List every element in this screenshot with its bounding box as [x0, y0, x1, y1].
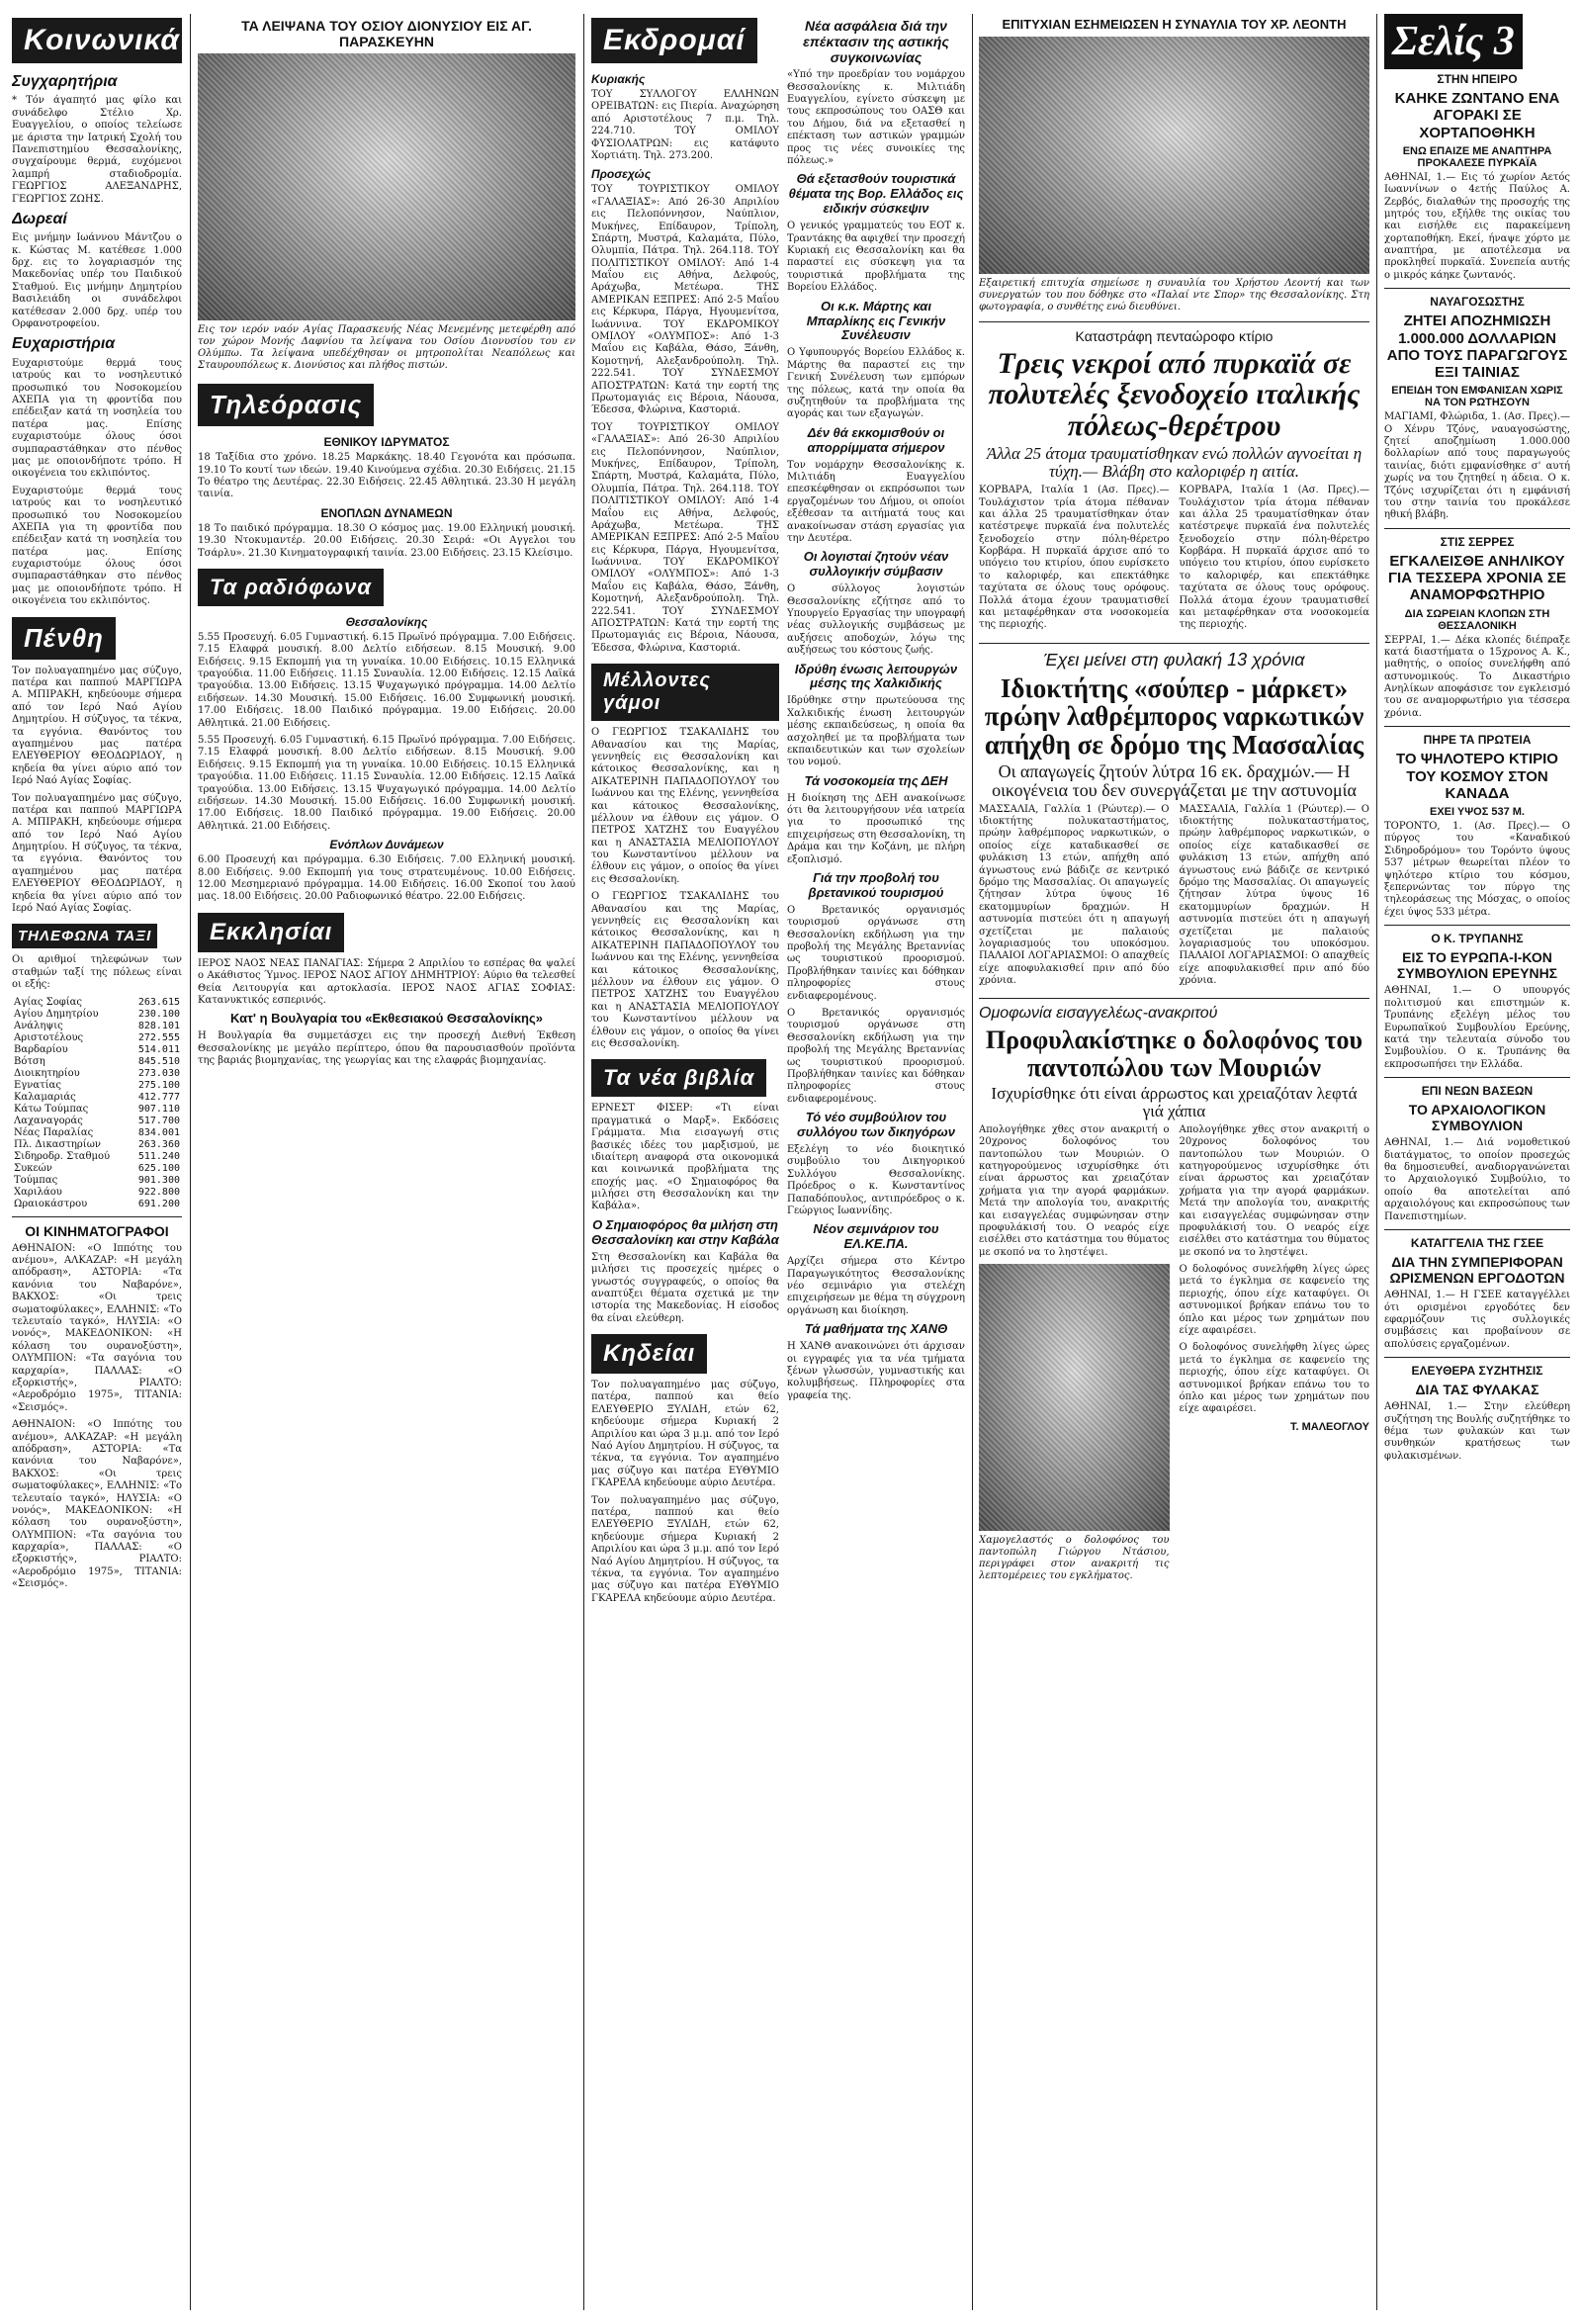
taxi-phone-number: 922.800	[137, 1186, 180, 1198]
story-subheadline: Άλλα 25 άτομα τραυματίσθηκαν ενώ πολλών αγνοείται η τύχη.— Βλάβη στο καλοριφέρ η αιτία.	[986, 444, 1362, 482]
column-social	[12, 14, 182, 2310]
section-kicker-funerals: Κηδείαι	[591, 1334, 707, 1374]
taxi-row	[12, 1187, 182, 1199]
article-headline: Ο Σημαιοφόρος θα μιλήση στη Θεσσαλονίκη και στην Καβάλα	[591, 1216, 779, 1247]
story-headline: Προφυλακίστηκε ο δολοφόνος του παντοπώλου των Μουριών	[985, 1026, 1363, 1082]
taxi-stand-name: Εγνατίας	[14, 1079, 61, 1091]
article-text: Ο δολοφόνος συνελήφθη λίγες ώρες μετά το έγκλημα σε καφενείο της περιοχής, όπου είχε καταφύγει. Οι αστυνομικοί βρήκαν επάνω του το όπλο και μέρος των χρημάτων που είχε αφαιρέσει.	[1179, 1264, 1369, 1337]
article-text: ΑΘΗΝΑΙΟΝ: «Ο Ιππότης του ανέμου», ΑΛΚΑΖΑΡ: «Η μεγάλη απόδραση», ΑΣΤΟΡΙΑ: «Τα κανόνια του Ναβαρόνε», ΒΑΚΧΟΣ: «Οι τρεις σωματοφύλακες», ΕΛΛΗΝΙΣ: «Το τελευταίο ταγκό», ΗΛΥΣΙΑ: «Ο νονός», ΜΑΚΕΔΟΝΙΚΟΝ: «Η κόλαση του ουρανοξύστη», ΟΛΥΜΠΙΟΝ: «Τα σαγόνια του καρχαρία», ΠΑΛΛΑΣ: «Ο εξορκιστής», ΡΙΑΛΤΟ: «Αεροδρόμιο 1975», ΤΙΤΑΝΙΑ: «Σεισμός».	[12, 1242, 182, 1413]
section-title: Δωρεαί	[12, 210, 67, 227]
column-rule	[583, 14, 584, 2310]
taxi-stand-name: Τούμπας	[14, 1174, 58, 1186]
photo-headline: ΤΑ ΛΕΙΨΑΝΑ ΤΟΥ ΟΣΙΟΥ ΔΙΟΝΥΣΙΟΥ ΕΙΣ ΑΓ. ΠΑΡΑΣΚΕΥΗΝ	[241, 18, 532, 50]
taxi-phone-number: 263.615	[137, 996, 180, 1008]
taxi-stand-name: Λαχαναγοράς	[14, 1115, 83, 1126]
article-text: ΚΟΡΒΑΡΑ, Ιταλία 1 (Ασ. Πρες).— Τουλάχιστον τρία άτομα πέθαναν και άλλα 25 τραυματίσθηκαν όταν κατέστρεψε πυρκαϊά ένα πολυτελές ξενοδοχείο στην πόλη-θέρετρο Κορβάρα. Η πυρκαϊά άρχισε από το υπόγειο του κτιρίου, όπου ευρίσκετο το καλοριφέρ, και επεκτάθηκε ταχύτατα σε όλους τους ορόφους. Πολλά άτομα έχουν τραυματισθεί και μεταφέρθηκαν στα νοσοκομεία της περιοχής.	[979, 485, 1170, 631]
article-headline: Οι κ.κ. Μάρτης και Μπαρλίκης εις Γενικήν Συνέλευσιν	[806, 298, 946, 343]
story-subheadline: Ισχυρίσθηκε ότι είναι άρρωστος και χρειαζόταν λεφτά γιά χάπια	[991, 1084, 1358, 1120]
section-kicker-church: Εκκλησίαι	[198, 913, 344, 952]
brief-headline: ΔΙΑ ΤΗΝ ΣΥΜΠΕΡΙΦΟΡΑΝ ΩΡΙΣΜΕΝΩΝ ΕΡΓΟΔΟΤΩΝ	[1389, 1253, 1565, 1287]
article-headline: Τά νοσοκομεία της ΔΕΗ	[804, 772, 948, 788]
article-text: ΑΘΗΝΑΙ, 1.— Στην ελεύθερη συζήτηση της Βουλής συζητήθηκε το θέμα των φυλακών και των συνθηκών κρατήσεως των φυλακισμένων.	[1384, 1401, 1570, 1462]
article-headline: Δέν θά εκκομισθούν οι απορρίμματα σήμερον	[807, 424, 945, 455]
taxi-stand-name: Αριστοτέλους	[14, 1031, 84, 1043]
taxi-row	[12, 1044, 182, 1056]
article-text: ΕΡΝΕΣΤ ΦΙΣΕΡ: «Τι είναι πραγματικά ο Μαρξ». Εκδόσεις Γράμματα. Μια εισαγωγή στις βασικές ιδέες του μαρξισμού, με ιδιαίτερη αναφορά στα οικονομικά και κοινωνικά προβλήματα της εποχής μας. «Ο Σημαιοφόρος θα μιλήσει στη Θεσσαλονίκη και την Καβάλα».	[591, 1103, 779, 1212]
article-text: Αρχίζει σήμερα στο Κέντρο Παραγωγικότητος Θεσσαλονίκης νέο σεμινάριο για στελέχη επιχειρήσεων με θέμα τη σύγχρονη οργάνωση και διοίκηση.	[787, 1256, 965, 1316]
taxi-phone-number: 273.030	[137, 1067, 180, 1079]
column-city-news	[787, 14, 965, 2310]
taxi-phone-number: 263.360	[137, 1138, 180, 1150]
taxi-stand-name: Καλαμαριάς	[14, 1091, 76, 1103]
taxi-phone-number: 834.001	[137, 1126, 180, 1138]
section-kicker-books: Τα νέα βιβλία	[591, 1059, 766, 1097]
brief-headline: ΤΟ ΑΡΧΑΙΟΛΟΓΙΚΟΝ ΣΥΜΒΟΥΛΙΟΝ	[1408, 1102, 1546, 1134]
taxi-stand-name: Ωραιοκάστρου	[14, 1198, 88, 1209]
article-text: Η Βουλγαρία θα συμμετάσχει εις την προσεχή Διεθνή Έκθεση Θεσσαλονίκης με μεγάλο περίπτερο, όπου θα παρουσιασθούν προϊόντα της βαριάς βιομηχανίας, της γεωργίας και της ελαφράς βιομηχανίας.	[198, 1030, 575, 1067]
article-text: ΑΘΗΝΑΙΟΝ: «Ο Ιππότης του ανέμου», ΑΛΚΑΖΑΡ: «Η μεγάλη απόδραση», ΑΣΤΟΡΙΑ: «Τα κανόνια του Ναβαρόνε», ΒΑΚΧΟΣ: «Οι τρεις σωματοφύλακες», ΕΛΛΗΝΙΣ: «Το τελευταίο ταγκό», ΗΛΥΣΙΑ: «Ο νονός», ΜΑΚΕΔΟΝΙΚΟΝ: «Η κόλαση του ουρανοξύστη», ΟΛΥΜΠΙΟΝ: «Τα σαγόνια του καρχαρία», ΠΑΛΛΑΣ: «Ο εξορκιστής», ΡΙΑΛΤΟ: «Αεροδρόμιο 1975», ΤΙΤΑΝΙΑ: «Σεισμός».	[12, 1419, 182, 1590]
column-briefs	[1384, 14, 1570, 2310]
article-text: ΣΕΡΡΑΙ, 1.— Δέκα κλοπές διέπραξε κατά διαστήματα ο 15χρονος Α. Κ., μαθητής, ο οποίος συνελήφθη από αστυνομικούς. Το Δικαστήριο Ανηλίκων αποφάσισε τον εγκλεισμό του σε αναμορφωτήριο για τέσσερα χρόνια.	[1384, 634, 1570, 719]
article-text: Ευχαριστούμε θερμά τους ιατρούς και το νοσηλευτικό προσωπικό του Νοσοκομείου ΑΧΕΠΑ για τη φροντίδα που επέδειξαν κατά τη νοσηλεία του πατέρα μας. Επίσης ευχαριστούμε όλους όσοι συμπαραστάθηκαν στο πένθος μας με οποιονδήποτε τρόπο. Η οικογένεια του εκλιπόντος.	[12, 357, 182, 480]
article-text: Τον πολυαγαπημένο μας σύζυγο, πατέρα και παππού ΜΑΡΓΙΩΡΑ Α. ΜΠΙΡΑΚΗ, κηδεύουμε σήμερα από τον Ιερό Ναό Αγίου Δημητρίου. Η σύζυγος, τα τέκνα, τα εγγόνια. Θανόντος του αγαπημένου μας πατέρα ΕΛΕΥΘΕΡΙΟΥ ΘΕΟΔΩΡΙΔΟΥ, η κηδεία θα γίνει αύριο από τον Ιερό Ναό Αγίας Σοφίας.	[12, 792, 182, 915]
article-text: Ο γενικός γραμματεύς του ΕΟΤ κ. Τραντάκης θα αφιχθεί την προσεχή Κυριακή εις Θεσσαλονίκη και θα παραστεί εις σύσκεψη για τα τουριστικά προβλήματα της Βορείου Ελλάδος.	[787, 221, 965, 294]
article-text: ΜΑΣΣΑΛΙΑ, Γαλλία 1 (Ρώυτερ).— Ο ιδιοκτήτης πολυκαταστήματος, πρώην λαθρέμπορος ναρκωτικών, ο οποίος είχε καταδικασθεί σε φυλάκιση 13 ετών, απήχθη από άγνωστους ενώ βάδιζε σε κεντρικό δρόμο της Μασσαλίας. Οι απαγωγείς ζήτησαν λύτρα ύψους 16 εκατομμυρίων δραχμών. Η αστυνομία πιστεύει ότι η απαγωγή σχετίζεται με παλαιούς λογαριασμούς του υποκόσμου. ΠΑΛΑΙΟΙ ΛΟΓΑΡΙΑΣΜΟΙ: Ο απαχθείς είχε αποφυλακισθεί πριν από δύο χρόνια.	[1179, 803, 1369, 987]
article-text: ΜΑΓΙΑΜΙ, Φλώριδα, 1. (Ασ. Πρες).— Ο Χένρυ Τζόνς, ναυαγοσώστης, ζητεί αποζημίωση 1.000.000 δολλαρίων από τους παραγωγούς ταινίας, διότι εμφανίσθηκε σ' αυτή χωρίς να του ζητηθεί η άδεια. Ο κ. Τζόνς ισχυρίζεται ότι η εμφάνισή του στην ταινία του προκάλεσε ηθική βλάβη.	[1384, 411, 1570, 521]
photo-caption: Εξαιρετική επιτυχία σημείωσε η συναυλία του Χρήστου Λεοντή και των συνεργατών του που δόθηκε στο «Παλαί ντε Σπορ» της Θεσσαλονίκης. Στη φωτογραφία, ο συνθέτης ενώ διευθύνει.	[979, 277, 1369, 313]
subsection-title: Κυριακής	[591, 72, 646, 86]
article-text: Ο ΓΕΩΡΓΙΟΣ ΤΣΑΚΑΛΙΔΗΣ του Αθανασίου και της Μαρίας, γεννηθείς εις Θεσσαλονίκη και κάτοικος Θεσσαλονίκης, και η ΑΙΚΑΤΕΡΙΝΗ ΠΑΠΑΔΟΠΟΥΛΟΥ του Ιωάννου και της Ελένης, γεννηθείσα και κάτοικος Θεσσαλονίκης, μέλλουν να έλθουν εις γάμον. Ο ΠΕΤΡΟΣ ΧΑΤΖΗΣ του Ευαγγέλου και η ΑΝΑΣΤΑΣΙΑ ΜΕΛΙΟΠΟΥΛΟΥ του Κωνσταντίνου μέλλουν να έλθουν εις γάμον, ο οποίος θα γίνει εις Θεσσαλονίκη.	[591, 727, 779, 885]
article-text: ΚΟΡΒΑΡΑ, Ιταλία 1 (Ασ. Πρες).— Τουλάχιστον τρία άτομα πέθαναν και άλλα 25 τραυματίσθηκαν όταν κατέστρεψε πυρκαϊά ένα πολυτελές ξενοδοχείο στην πόλη-θέρετρο Κορβάρα. Η πυρκαϊά άρχισε από το υπόγειο του κτιρίου, όπου ευρίσκετο το καλοριφέρ, και επεκτάθηκε ταχύτατα σε όλους τους ορόφους. Πολλά άτομα έχουν τραυματισθεί και μεταφέρθηκαν στα νοσοκομεία της περιοχής.	[1179, 485, 1369, 631]
taxi-row	[12, 1092, 182, 1104]
taxi-row	[12, 1009, 182, 1021]
section-kicker-tv: Τηλεόρασις	[198, 384, 374, 426]
concert-photo	[979, 37, 1369, 274]
taxi-row	[12, 1163, 182, 1175]
taxi-stand-name: Σιδηροδρ. Σταθμού	[14, 1150, 111, 1162]
brief-subheadline: ΕΠΕΙΔΗ ΤΟΝ ΕΜΦΑΝΙΣΑΝ ΧΩΡΙΣ ΝΑ ΤΟΝ ΡΩΤΗΣΟΥΝ	[1391, 385, 1563, 409]
taxi-stand-name: Συκεών	[14, 1162, 52, 1174]
byline: Τ. ΜΑΛΕΟΓΛΟΥ	[1289, 1420, 1369, 1433]
photo-caption: Χαμογελαστός ο δολοφόνος του παντοπώλη Γιώργου Ντάσιου, περιγράφει στον ανακριτή τις λεπτομέρειες του εγκλήματος.	[979, 1535, 1170, 1582]
section-kicker-mourning: Πένθη	[12, 617, 116, 660]
article-headline: Νέα ασφάλεια διά την επέκτασιν της αστικής συγκοινωνίας	[803, 18, 949, 66]
article-headline: Τό νέο συμβούλιον του συλλόγου των δικηγόρων	[797, 1110, 955, 1140]
section-kicker-weddings: Μέλλοντες γάμοι	[591, 664, 779, 721]
story-subheadline: Οι απαγωγείς ζητούν λύτρα 16 εκ. δραχμών.— Η οικογένεια του δεν συνεργάζεται με την αστυνομία	[992, 760, 1357, 800]
article-headline: Τά μαθήματα της ΧΑΝΘ	[804, 1321, 948, 1337]
brief-subheadline: ΕΧΕΙ ΥΨΟΣ 537 Μ.	[1429, 806, 1525, 819]
article-text: Στη Θεσσαλονίκη και Καβάλα θα μιλήσει τις προσεχείς ημέρες ο γνωστός συγγραφεύς, ο οποίος θα αναπτύξει θέματα σχετικά με την ιστορία της Μακεδονίας. Η είσοδος θα είναι ελεύθερη.	[591, 1251, 779, 1324]
article-text: 18 Το παιδικό πρόγραμμα. 18.30 Ο κόσμος μας. 19.00 Ελληνική μουσική. 19.30 Ντοκυμαντέρ. 20.00 Ειδήσεις. 20.30 Σειρά: «Οι Αγγελοι του Τσάρλυ». 21.30 Κινηματογραφική ταινία. 23.00 Ειδήσεις. 23.15 Κλείσιμο.	[198, 522, 575, 559]
article-text: ΑΘΗΝΑΙ, 1.— Εις τό χωρίον Αετός Ιωαννίνων ο 4ετής Παύλος Α. Ζερβός, διαλαθών της προσοχής της μητρός του, εξήλθε της οικίας του και εισήλθε εις παρακείμενη χορταποθήκη. Εκεί, ήναψε χόρτο με αναπτήρα, με αποτέλεσμα να προκληθεί πυρκαϊά. Συνεπεία αυτής ο μικρός κάηκε ζωντανός.	[1384, 171, 1570, 281]
story-headline: Ιδιοκτήτης «σούπερ - μάρκετ» πρώην λαθρέμπορος ναρκωτικών απήχθη σε δρόμο της Μασσαλίας	[984, 672, 1364, 760]
taxi-phone-number: 845.510	[137, 1055, 180, 1067]
brief-headline: ΚΑΗΚΕ ΖΩΝΤΑΝΟ ΕΝΑ ΑΓΟΡΑΚΙ ΣΕ ΧΟΡΤΑΠΟΘΗΚΗ	[1394, 90, 1560, 141]
taxi-phone-number: 625.100	[137, 1162, 180, 1174]
taxi-stand-name: Κάτω Τούμπας	[14, 1103, 89, 1115]
brief-kicker: ΣΤΗΝ ΗΠΕΙΡΟ	[1437, 72, 1518, 86]
story-kicker: Ομοφωνία εισαγγελέως-ανακριτού	[979, 1005, 1218, 1023]
section-title: Συγχαρητήρια	[12, 73, 118, 90]
taxi-phone-number: 412.777	[137, 1091, 180, 1103]
taxi-phone-number: 907.110	[137, 1103, 180, 1115]
article-headline: Θά εξετασθούν τουριστικά θέματα της Βορ. Ελλάδος εις ειδικήν σύσκεψιν	[788, 171, 964, 217]
article-text: Τον πολυαγαπημένο μας σύζυγο, πατέρα, παππού και θείο ΕΛΕΥΘΕΡΙΟ ΞΥΛΙΔΗ, ετών 62, κηδεύουμε σήμερα Κυριακή 2 Απριλίου και ώρα 3 μ.μ. από τον Ιερό Ναό Αγίου Δημητρίου. Η σύζυγος, τα τέκνα, τα εγγόνια. Τον αγαπημένο μας σύζυγο και πατέρα ΕΥΘΥΜΙΟ ΓΚΑΡΕΛΑ κηδεύουμε αύριο Δευτέρα.	[591, 1494, 779, 1604]
taxi-phone-number: 511.240	[137, 1150, 180, 1162]
taxi-phone-number: 517.700	[137, 1115, 180, 1126]
article-text: ΤΟΥ ΤΟΥΡΙΣΤΙΚΟΥ ΟΜΙΛΟΥ «ΓΑΛΑΞΙΑΣ»: Από 26-30 Απριλίου εις Πελοπόννησον, Ναύπλιον, Μυκήνες, Επίδαυρον, Τρίπολη, Σπάρτη, Μυστρά, Καλαμάτα, Πύλο, Ολυμπία, Πάτρα. Τηλ. 264.118. ΤΟΥ ΠΟΛΙΤΙΣΤΙΚΟΥ ΟΜΙΛΟΥ: Από 1-4 Μαΐου εις Αθήνα, Δελφούς, Αράχωβα, Μετέωρα. ΤΗΣ ΑΜΕΡΙΚΑΝ ΕΞΠΡΕΣ: Από 2-5 Μαΐου εις Κέρκυρα, Πάργα, Ηγουμενίτσα, Ιωάννινα. ΤΟΥ ΕΚΔΡΟΜΙΚΟΥ ΟΜΙΛΟΥ «ΟΛΥΜΠΟΣ»: Από 1-3 Μαΐου εις Καβάλα, Θάσο, Ξάνθη, Κομοτηνή, Αλεξανδρούπολη. Τηλ. 222.541. ΤΟΥ ΣΥΝΔΕΣΜΟΥ ΑΠΟΣΤΡΑΤΩΝ: Κατά την εορτή της Πρωτομαγιάς εις Βέροια, Νάουσα, Έδεσσα, Φλώρινα, Καστοριά.	[591, 421, 779, 654]
suspect-photo	[979, 1264, 1170, 1531]
article-text: ΤΟΡΟΝΤΟ, 1. (Ασ. Πρες).— Ο πύργος του «Καναδικού Σιδηροδρόμου» του Τορόντο ύψους 537 μέτρων θεωρείται πλέον το ψηλότερο κτίριο του κόσμου, ξεπερνώντας τον πύργο της τηλεοράσεως της Μόσχας, ο οποίος έχει ύψος 533 μέτρα.	[1384, 821, 1570, 918]
taxi-stand-name: Βότση	[14, 1055, 45, 1067]
article-text: Ο σύλλογος λογιστών Θεσσαλονίκης εζήτησε από το Υπουργείο Εργασίας την υπογραφή νέας συλλογικής συμβάσεως με αυξήσεις αποδοχών, λόγω της αυξήσεως του κόστους ζωής.	[787, 583, 965, 657]
story-kicker: Καταστράφη πενταώροφο κτίριο	[1075, 327, 1274, 344]
section-title: Ευχαριστήρια	[12, 335, 116, 353]
taxi-row	[12, 1021, 182, 1032]
section-kicker-taxi: ΤΗΛΕΦΩΝΑ ΤΑΞΙ	[12, 924, 157, 948]
taxi-stand-name: Αγίας Σοφίας	[14, 996, 83, 1008]
taxi-phone-table	[12, 997, 182, 1210]
article-text: Ο ΓΕΩΡΓΙΟΣ ΤΣΑΚΑΛΙΔΗΣ του Αθανασίου και της Μαρίας, γεννηθείς εις Θεσσαλονίκη και κάτοικος Θεσσαλονίκης, και η ΑΙΚΑΤΕΡΙΝΗ ΠΑΠΑΔΟΠΟΥΛΟΥ του Ιωάννου και της Ελένης, γεννηθείσα και κάτοικος Θεσσαλονίκης, μέλλουν να έλθουν εις γάμον. Ο ΠΕΤΡΟΣ ΧΑΤΖΗΣ του Ευαγγέλου και η ΑΝΑΣΤΑΣΙΑ ΜΕΛΙΟΠΟΥΛΟΥ του Κωνσταντίνου μέλλουν να έλθουν εις γάμον, ο οποίος θα γίνει εις Θεσσαλονίκη.	[591, 891, 779, 1049]
column-main-stories	[979, 14, 1369, 2310]
taxi-stand-name: Διοικητηρίου	[14, 1067, 80, 1079]
column-rule	[972, 14, 973, 2310]
column-rule	[190, 14, 191, 2310]
section-title-cinemas: ΟΙ ΚΙΝΗΜΑΤΟΓΡΑΦΟΙ	[25, 1222, 169, 1239]
brief-subheadline: ΕΝΩ ΕΠΑΙΖΕ ΜΕ ΑΝΑΠΤΗΡΑ ΠΡΟΚΑΛΕΣΕ ΠΥΡΚΑΪΑ	[1402, 144, 1552, 169]
brief-headline: ΔΙΑ ΤΑΣ ΦΥΛΑΚΑΣ	[1415, 1382, 1539, 1398]
subsection-title: ΕΘΝΙΚΟΥ ΙΔΡΥΜΑΤΟΣ	[323, 435, 450, 450]
section-kicker-excursions: Εκδρομαί	[591, 18, 757, 63]
subsection-title: ΕΝΟΠΛΩΝ ΔΥΝΑΜΕΩΝ	[320, 505, 453, 520]
article-text: Ο Βρετανικός οργανισμός τουρισμού οργάνωσε στη Θεσσαλονίκη εκδήλωση για την προβολή της Μεγάλης Βρεταννίας ως τουριστικού προορισμού. Προβλήθηκαν ταινίες και δόθηκαν πληροφορίες στους ενδιαφερομένους.	[787, 1008, 965, 1105]
article-text: Ιδρύθηκε στην πρωτεύουσα της Χαλκιδικής ένωση λειτουργών μέσης εκπαιδεύσεως, η οποία θα ασχοληθεί με τα προβλήματα των εκπαιδευτικών και των σχολείων του νομού.	[787, 695, 965, 768]
article-text: ΙΕΡΟΣ ΝΑΟΣ ΝΕΑΣ ΠΑΝΑΓΙΑΣ: Σήμερα 2 Απριλίου το εσπέρας θα ψαλεί ο Ακάθιστος Ύμνος. ΙΕΡΟΣ ΝΑΟΣ ΑΓΙΟΥ ΔΗΜΗΤΡΙΟΥ: Αύριο θα τελεσθεί Θεία Λειτουργία και αρτοκλασία. ΙΕΡΟΣ ΝΑΟΣ ΑΓΙΑΣ ΣΟΦΙΑΣ: Κατανυκτικός εσπερινός.	[198, 957, 575, 1006]
article-text: 5.55 Προσευχή. 6.05 Γυμναστική. 6.15 Πρωϊνό πρόγραμμα. 7.00 Ειδήσεις. 7.15 Ελαφρά μουσική. 8.00 Δελτίο ειδήσεων. 8.15 Μουσική. 9.00 Ειδήσεις. 9.15 Εκπομπή για τη γυναίκα. 10.00 Ειδήσεις. 10.15 Ελληνικά τραγούδια. 11.00 Ειδήσεις. 11.15 Συναυλία. 12.00 Ειδήσεις. 12.15 Λαϊκά τραγούδια. 13.00 Ειδήσεις. 13.15 Ψυχαγωγικό πρόγραμμα. 14.00 Δελτίο ειδήσεων. 14.30 Μουσική. 15.00 Ειδήσεις. 16.00 Συμφωνική μουσική. 17.00 Ειδήσεις. 18.00 Παιδικό πρόγραμμα. 19.00 Ειδήσεις. 20.00 Αθλητικά. 21.00 Ειδήσεις.	[198, 735, 575, 832]
column-rule	[1376, 14, 1377, 2310]
taxi-row	[12, 1139, 182, 1151]
taxi-row	[12, 1127, 182, 1139]
brief-headline: ΕΓΚΑΛΕΙΣΘΕ ΑΝΗΛΙΚΟΥ ΓΙΑ ΤΕΣΣΕΡΑ ΧΡΟΝΙΑ ΣΕ ΑΝΑΜΟΡΦΩΤΗΡΙΟ	[1388, 552, 1566, 604]
taxi-phone-number: 828.101	[137, 1020, 180, 1031]
article-text: 5.55 Προσευχή. 6.05 Γυμναστική. 6.15 Πρωϊνό πρόγραμμα. 7.00 Ειδήσεις. 7.15 Ελαφρά μουσική. 8.00 Δελτίο ειδήσεων. 8.15 Μουσική. 9.00 Ειδήσεις. 9.15 Εκπομπή για τη γυναίκα. 10.00 Ειδήσεις. 10.15 Ελληνικά τραγούδια. 11.00 Ειδήσεις. 11.15 Συναυλία. 12.00 Ειδήσεις. 12.15 Λαϊκά τραγούδια. 13.00 Ειδήσεις. 13.15 Ψυχαγωγικό πρόγραμμα. 14.00 Δελτίο ειδήσεων. 14.30 Μουσική. 15.00 Ειδήσεις. 16.00 Συμφωνική μουσική. 17.00 Ειδήσεις. 18.00 Παιδικό πρόγραμμα. 19.00 Ειδήσεις. 20.00 Αθλητικά. 21.00 Ειδήσεις.	[198, 631, 575, 729]
taxi-stand-name: Χαριλάου	[14, 1186, 62, 1198]
brief-kicker: ΝΑΥΑΓΟΣΩΣΤΗΣ	[1430, 295, 1525, 310]
article-text: Ευχαριστούμε θερμά τους ιατρούς και το νοσηλευτικό προσωπικό του Νοσοκομείου ΑΧΕΠΑ για τη φροντίδα που επέδειξαν κατά τη νοσηλεία του πατέρα μας. Επίσης ευχαριστούμε όλους όσοι συμπαραστάθηκαν στο πένθος μας με οποιονδήποτε τρόπο. Η οικογένεια του εκλιπόντος.	[12, 485, 182, 607]
article-text: Ο Βρετανικός οργανισμός τουρισμού οργάνωσε στη Θεσσαλονίκη εκδήλωση για την προβολή της Μεγάλης Βρεταννίας ως τουριστικού προορισμού. Προβλήθηκαν ταινίες και δόθηκαν πληροφορίες στους ενδιαφερομένους.	[787, 904, 965, 1002]
page-number-masthead: Σελίς 3	[1384, 14, 1523, 69]
article-text: * Τόν άγαπητό μας φίλο και συνάδελφο Στέλιο Χρ. Ευαγγελίου, ο οποίος τελείωσε με άριστα την Ιατρική Σχολή του Πανεπιστημίου Θεσσαλονίκης, συγχαίρουμε θερμά, ευχόμενοι λαμπρή σταδιοδρομία. ΓΕΩΡΓΙΟΣ ΑΛΕΞΑΝΔΡΗΣ, ΓΕΩΡΓΙΟΣ ΖΩΗΣ.	[12, 95, 182, 205]
brief-kicker: ΚΑΤΑΓΓΕΛΙΑ ΤΗΣ ΓΣΕΕ	[1410, 1235, 1544, 1250]
taxi-stand-name: Πλ. Δικαστηρίων	[14, 1138, 101, 1150]
brief-kicker: ΕΠΙ ΝΕΩΝ ΒΑΣΕΩΝ	[1421, 1084, 1534, 1099]
taxi-row	[12, 1104, 182, 1116]
taxi-stand-name: Νέας Παραλίας	[14, 1126, 94, 1138]
article-text: Εξελέγη το νέο διοικητικό συμβούλιο του Δικηγορικού Συλλόγου Θεσσαλονίκης. Πρόεδρος ο κ. Κωνσταντίνος Παπαδόπουλος, αντιπρόεδρος ο κ. Γεώργιος Ιωαννίδης.	[787, 1144, 965, 1216]
column-events	[591, 14, 779, 2310]
photo-caption: Εις τον ιερόν ναόν Αγίας Παρασκευής Νέας Μενεμένης μετεφέρθη από τον χώρον Μονής Δαφνίου τα λείψανα του Οσίου Διονυσίου του εν Ολύμπω. Τα λείψανα υπεδέχθησαν οι μητροπολίται Νεαπόλεως και Σταυρουπόλεως κ. Διονύσιος και πλήθος πιστών.	[198, 324, 575, 372]
subsection-title: Ενόπλων Δυνάμεων	[329, 838, 444, 852]
article-text: 18 Ταξίδια στο χρόνο. 18.25 Μαρκάκης. 18.40 Γεγονότα και πρόσωπα. 19.10 Το κουτί των ιδεών. 19.40 Κινούμενα σχέδια. 20.30 Ειδήσεις. 21.15 Το θέατρο της Δευτέρας. 22.30 Ειδήσεις. 22.45 Αθλητικά. 23.30 Η μεγάλη ταινία.	[198, 452, 575, 500]
taxi-phone-number: 275.100	[137, 1079, 180, 1091]
article-text: Εις μνήμην Ιωάννου Μάντζου ο κ. Κώστας Μ. κατέθεσε 1.000 δρχ. εις το λογαριασμόν της Μακεδονίας υπέρ του Παιδικού Σταθμού. Εις μνήμην Δημητρίου Βασιλειάδη οι συνάδελφοι κατέθεσαν 2.000 δρχ. υπέρ του Ορφανοτροφείου.	[12, 232, 182, 330]
taxi-phone-number: 901.300	[137, 1174, 180, 1186]
article-headline: Νέον σεμινάριον του ΕΛ.ΚΕ.ΠΑ.	[813, 1221, 939, 1252]
section-kicker-radio: Τα ραδιόφωνα	[198, 569, 384, 606]
taxi-row	[12, 1116, 182, 1127]
article-text: 6.00 Προσευχή και πρόγραμμα. 6.30 Ειδήσεις. 7.00 Ελληνική μουσική. 8.00 Ειδήσεις. 9.00 Εκπομπή για τους στρατευμένους. 10.00 Ειδήσεις. 12.00 Μεσημεριανό πρόγραμμα. 14.00 Ειδήσεις. 16.00 Σκοποί του λαού μας. 18.00 Ειδήσεις. 20.00 Ραδιοφωνικό θέατρο. 22.00 Ειδήσεις.	[198, 854, 575, 903]
article-text: ΤΟΥ ΣΥΛΛΟΓΟΥ ΕΛΛΗΝΩΝ ΟΡΕΙΒΑΤΩΝ: εις Πιερία. Αναχώρηση από Αριστοτέλους 7 π.μ. Τηλ. 224.710. ΤΟΥ ΟΜΙΛΟΥ ΦΥΣΙΟΛΑΤΡΩΝ: εις κατάφυτο Χορτιάτη. Τηλ. 273.200.	[591, 89, 779, 161]
article-headline: Κατ' η Βουλγαρία του «Εκθεσιακού Θεσσαλονίκης»	[230, 1011, 543, 1027]
article-text: Η ΧΑΝΘ ανακοινώνει ότι άρχισαν οι εγγραφές για τα νέα τμήματα ξένων γλωσσών, γυμναστικής και κολυμβήσεως. Πληροφορίες στα γραφεία της.	[787, 1341, 965, 1401]
article-text: Ο δολοφόνος συνελήφθη λίγες ώρες μετά το έγκλημα σε καφενείο της περιοχής, όπου είχε καταφύγει. Οι αστυνομικοί βρήκαν επάνω του το όπλο και μέρος των χρημάτων που είχε αφαιρέσει.	[1179, 1342, 1369, 1415]
taxi-row	[12, 1032, 182, 1044]
article-text: Οι αριθμοί τηλεφώνων των σταθμών ταξί της πόλεως είναι οι εξής:	[12, 954, 182, 991]
article-text: «Υπό την προεδρίαν του νομάρχου Θεσσαλονίκης κ. Μιλτιάδη Ευαγγελίου, εγίνετο σύσκεψη με τους εκπροσώπους του ΟΑΣΘ και του Δήμου, διά να εξετασθεί η επέκταση των αστικών γραμμών προς τις νέες συνοικίες της πόλεως.»	[787, 69, 965, 167]
taxi-row	[12, 997, 182, 1009]
brief-headline: ΤΟ ΨΗΛΟΤΕΡΟ ΚΤΙΡΙΟ ΤΟΥ ΚΟΣΜΟΥ ΣΤΟΝ ΚΑΝΑΔΑ	[1396, 751, 1558, 802]
brief-kicker: ΠΗΡΕ ΤΑ ΠΡΩΤΕΙΑ	[1423, 733, 1532, 748]
subsection-title: Θεσσαλονίκης	[345, 614, 428, 629]
brief-headline: ΖΗΤΕΙ ΑΠΟΖΗΜΙΩΣΗ 1.000.000 ΔΟΛΛΑΡΙΩΝ ΑΠΟ ΤΟΥΣ ΠΑΡΑΓΩΓΟΥΣ ΕΞΙ ΤΑΙΝΙΑΣ	[1386, 313, 1568, 382]
taxi-row	[12, 1199, 182, 1210]
article-text: Τον πολυαγαπημένο μας σύζυγο, πατέρα, παππού και θείο ΕΛΕΥΘΕΡΙΟ ΞΥΛΙΔΗ, ετών 62, κηδεύουμε σήμερα Κυριακή 2 Απριλίου και ώρα 3 μ.μ. από τον Ιερό Ναό Αγίου Δημητρίου. Η σύζυγος, τα τέκνα, τα εγγόνια. Τον αγαπημένο μας σύζυγο και πατέρα ΕΥΘΥΜΙΟ ΓΚΑΡΕΛΑ κηδεύουμε αύριο Δευτέρα.	[591, 1380, 779, 1489]
brief-kicker: ΣΤΙΣ ΣΕΡΡΕΣ	[1440, 534, 1515, 549]
taxi-row	[12, 1080, 182, 1092]
brief-subheadline: ΔΙΑ ΣΩΡΕΙΑΝ ΚΛΟΠΩΝ ΣΤΗ ΘΕΣΣΑΛΟΝΙΚΗ	[1404, 607, 1550, 632]
article-text: Απολογήθηκε χθες στον ανακριτή ο 20χρονος δολοφόνος του παντοπώλου των Μουριών. Ο κατηγορούμενος ισχυρίσθηκε ότι είναι άρρωστος και χρειαζόταν χρήματα για την αγορά φαρμάκων. Μετά την απολογία του, ανακριτής και εισαγγελέας συμφώνησαν στην προφυλάκισή του. Ο νεαρός είχε εισέλθει στο κατάστημα του θύματος με σκοπό να το ληστέψει.	[1179, 1123, 1369, 1258]
column-excursions	[396, 257, 575, 2310]
taxi-stand-name: Αγίου Δημητρίου	[14, 1008, 99, 1020]
article-text: Απολογήθηκε χθες στον ανακριτή ο 20χρονος δολοφόνος του παντοπώλου των Μουριών. Ο κατηγορούμενος ισχυρίσθηκε ότι είναι άρρωστος και χρειαζόταν χρήματα για την αγορά φαρμάκων. Μετά την απολογία του, ανακριτής και εισαγγελέας συμφώνησαν στην προφυλάκισή του. Ο νεαρός είχε εισέλθει στο κατάστημα του θύματος με σκοπό να το ληστέψει.	[979, 1123, 1170, 1258]
article-headline: Οι λογισταί ζητούν νέαν συλλογικήν σύμβασιν	[803, 549, 949, 580]
story-headline: Τρεις νεκροί από πυρκαϊά σε πολυτελές ξενοδοχείο ιταλικής πόλεως-θερέτρου	[988, 346, 1361, 442]
taxi-row	[12, 1056, 182, 1068]
taxi-stand-name: Ανάληψις	[14, 1020, 63, 1031]
brief-kicker: ΕΛΕΥΘΕΡΑ ΣΥΖΗΤΗΣΙΣ	[1411, 1364, 1543, 1379]
subsection-title: Προσεχώς	[591, 167, 652, 182]
article-text: Ο Υφυπουργός Βορείου Ελλάδος κ. Μάρτης θα παραστεί εις την Γενική Συνέλευση των εμπόρων της πόλεως, κατά την οποία θα συζητηθούν τα προβλήματα της αγοράς και των εξαγωγών.	[787, 347, 965, 420]
article-text: ΑΘΗΝΑΙ, 1.— Ο υπουργός πολιτισμού και επιστημών κ. Τρυπάνης εξελέγη μέλος του Ευρωπαϊκού Συμβουλίου Ερεύνης, κατά την τελευταία σύνοδο του Συμβουλίου. Ο κ. Τρυπάνης θα εκπροσωπήσει την Ελλάδα.	[1384, 985, 1570, 1070]
taxi-row	[12, 1068, 182, 1080]
taxi-phone-number: 691.200	[137, 1198, 180, 1209]
article-text: ΜΑΣΣΑΛΙΑ, Γαλλία 1 (Ρώυτερ).— Ο ιδιοκτήτης πολυκαταστήματος, πρώην λαθρέμπορος ναρκωτικών, ο οποίος είχε καταδικασθεί σε φυλάκιση 13 ετών, απήχθη από άγνωστους ενώ βάδιζε σε κεντρικό δρόμο της Μασσαλίας. Οι απαγωγείς ζήτησαν λύτρα ύψους 16 εκατομμυρίων δραχμών. Η αστυνομία πιστεύει ότι η απαγωγή σχετίζεται με παλαιούς λογαριασμούς του υποκόσμου. ΠΑΛΑΙΟΙ ΛΟΓΑΡΙΑΣΜΟΙ: Ο απαχθείς είχε αποφυλακισθεί πριν από δύο χρόνια.	[979, 803, 1170, 987]
section-kicker-social: Κοινωνικά	[12, 18, 182, 63]
article-text: Τον πολυαγαπημένο μας σύζυγο, πατέρα και παππού ΜΑΡΓΙΩΡΑ Α. ΜΠΙΡΑΚΗ, κηδεύουμε σήμερα από τον Ιερό Ναό Αγίου Δημητρίου. Η σύζυγος, τα τέκνα, τα εγγόνια. Θανόντος του αγαπημένου μας πατέρα ΕΛΕΥΘΕΡΙΟΥ ΘΕΟΔΩΡΙΔΟΥ, η κηδεία θα γίνει αύριο από τον Ιερό Ναό Αγίας Σοφίας.	[12, 665, 182, 787]
article-text: ΤΟΥ ΤΟΥΡΙΣΤΙΚΟΥ ΟΜΙΛΟΥ «ΓΑΛΑΞΙΑΣ»: Από 26-30 Απριλίου εις Πελοπόννησον, Ναύπλιον, Μυκήνες, Επίδαυρον, Τρίπολη, Σπάρτη, Μυστρά, Καλαμάτα, Πύλο, Ολυμπία, Πάτρα. Τηλ. 264.118. ΤΟΥ ΠΟΛΙΤΙΣΤΙΚΟΥ ΟΜΙΛΟΥ: Από 1-4 Μαΐου εις Αθήνα, Δελφούς, Αράχωβα, Μετέωρα. ΤΗΣ ΑΜΕΡΙΚΑΝ ΕΞΠΡΕΣ: Από 2-5 Μαΐου εις Κέρκυρα, Πάργα, Ηγουμενίτσα, Ιωάννινα. ΤΟΥ ΕΚΔΡΟΜΙΚΟΥ ΟΜΙΛΟΥ «ΟΛΥΜΠΟΣ»: Από 1-3 Μαΐου εις Καβάλα, Θάσο, Ξάνθη, Κομοτηνή, Αλεξανδρούπολη. Τηλ. 222.541. ΤΟΥ ΣΥΝΔΕΣΜΟΥ ΑΠΟΣΤΡΑΤΩΝ: Κατά την εορτή της Πρωτομαγιάς εις Βέροια, Νάουσα, Έδεσσα, Φλώρινα, Καστοριά.	[591, 184, 779, 416]
photo-headline: ΕΠΙΤΥΧΙΑΝ ΕΣΗΜΕΙΩΣΕΝ Η ΣΥΝΑΥΛΙΑ ΤΟΥ ΧΡ. ΛΕΟΝΤΗ	[1002, 17, 1347, 32]
brief-headline: ΕΙΣ ΤΟ ΕΥΡΩΠΑ-Ι-ΚΟΝ ΣΥΜΒΟΥΛΙΟΝ ΕΡΕΥΝΗΣ	[1396, 949, 1558, 982]
article-headline: Γιά την προβολή του βρετανικού τουρισμού	[808, 870, 944, 900]
taxi-row	[12, 1175, 182, 1187]
story-kicker: Έχει μείνει στη φυλακή 13 χρόνια	[1043, 649, 1305, 670]
article-headline: Ιδρύθη ένωσις λειτουργών μέσης της Χαλκιδικής	[794, 661, 958, 691]
article-text: Τον νομάρχην Θεσσαλονίκης κ. Μιλτιάδη Ευαγγελίου επεσκέφθησαν οι εκπρόσωποι των εργαζομένων του Δήμου, οι οποίοι εξέθεσαν τα αιτήματά τους και ανακοίνωσαν στάση εργασίας για την Δευτέρα.	[787, 459, 965, 544]
taxi-row	[12, 1151, 182, 1163]
article-text: ΑΘΗΝΑΙ, 1.— Διά νομοθετικού διατάγματος, το οποίον προσεχώς θα δημοσιευθεί, αναδιοργανώνεται το Αρχαιολογικό Συμβούλιο, το οποίο θα αποτελείται από αρχαιολόγους και εκπροσώπους των Πανεπιστημίων.	[1384, 1137, 1570, 1222]
article-text: ΑΘΗΝΑΙ, 1.— Η ΓΣΕΕ καταγγέλλει ότι ορισμένοι εργοδότες δεν εφαρμόζουν τις συλλογικές συμβάσεις και προβαίνουν σε απολύσεις εργαζομένων.	[1384, 1290, 1570, 1350]
taxi-phone-number: 230.100	[137, 1008, 180, 1020]
article-text: Η διοίκηση της ΔΕΗ ανακοίνωσε ότι θα λειτουργήσουν νέα ιατρεία για το προσωπικό της επιχειρήσεως στη Θεσσαλονίκη, τη Δράμα και την Κοζάνη, με πλήρη εξοπλισμό.	[787, 792, 965, 865]
taxi-phone-number: 272.555	[137, 1031, 180, 1043]
taxi-stand-name: Βαρδαρίου	[14, 1043, 68, 1055]
brief-kicker: Ο Κ. ΤΡΥΠΑΝΗΣ	[1431, 932, 1524, 946]
taxi-phone-number: 514.011	[137, 1043, 180, 1055]
